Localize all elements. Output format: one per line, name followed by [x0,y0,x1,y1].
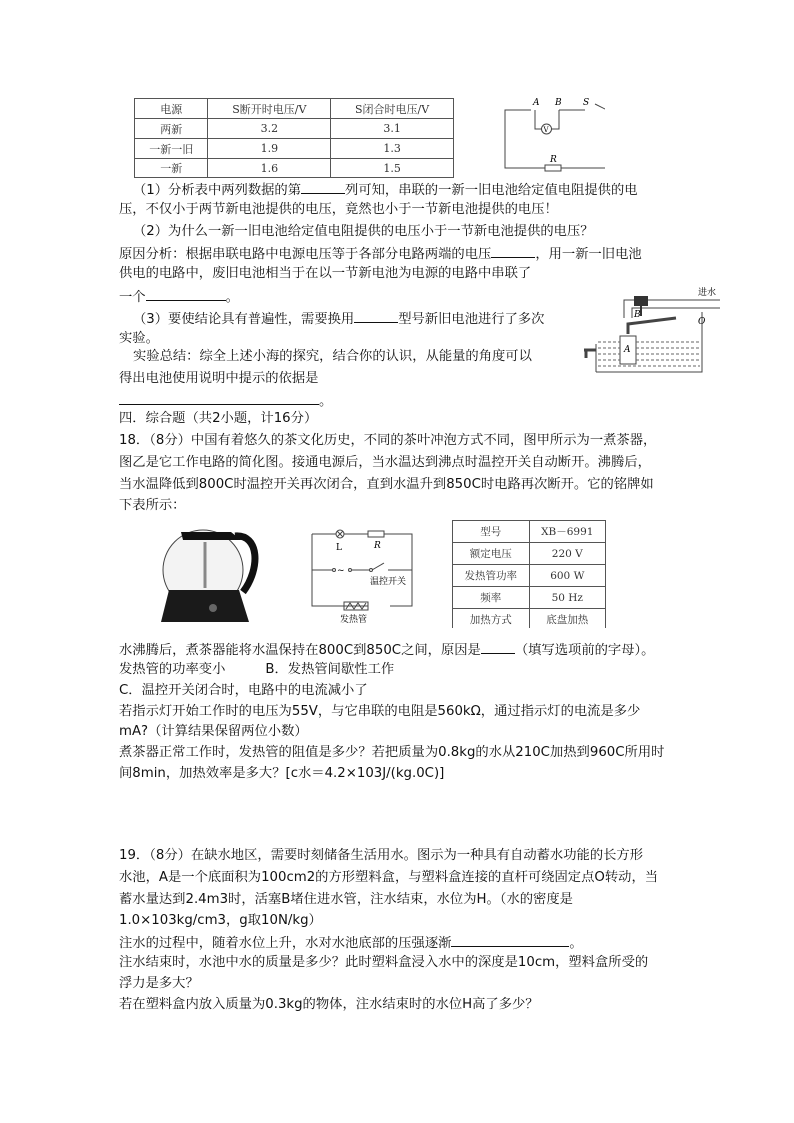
svg-text:R: R [550,155,557,165]
th: S闭合时电压/V [331,99,454,119]
q18-line: 当水温降低到800C时温控开关再次闭合，直到水温升到850C时电路再次断开。它的铭牌如 [119,477,654,492]
table-row: 加热方式 底盘加热 [453,609,606,629]
q18-part3: 煮茶器正常工作时，发热管的阻值是多少？若把质量为0.8kg的水从210C加热到960C所用时 [119,745,665,760]
tea-kettle-image [155,518,265,626]
water-tank-figure [576,284,722,386]
circuit-diagram-1 [495,96,605,181]
q18-line: 18．（8分）中国有着悠久的茶文化历史，不同的茶叶冲泡方式不同，图甲所示为一煮茶器， [119,433,657,448]
th: S断开时电压/V [208,99,331,119]
q19-line: 水池，A是一个底面积为100cm2的方形塑料盒，与塑料盒连接的直杆可绕固定点O转动，当 [119,870,659,885]
q17-line: 原因分析：根据串联电路中电源电压等于各部分电路两端的电压 ，用一新一旧电池 [119,244,642,264]
table-row: 额定电压 220 V [453,543,606,565]
q17-line: （2）为什么一新一旧电池给定值电阻提供的电压小于一节新电池提供的电压？ [133,224,594,239]
table-row: 频率 50 Hz [453,587,606,609]
answer-blank[interactable] [481,640,515,654]
svg-text:S: S [583,98,590,108]
table-row: 型号 XB－6991 [453,521,606,543]
answer-blank[interactable] [119,391,319,405]
q17-line: 供电的电路中，废旧电池相当于在以一节新电池为电源的电路中串联了 [119,266,532,281]
q17-line: 。 [119,391,332,411]
battery-table-figure [134,96,456,180]
option-c: C．温控开关闭合时，电路中的电流减小了 [119,683,368,698]
q19-line: 1.0×103kg/cm3，g取10N/kg） [119,913,322,928]
q18-line: 下表所示： [119,498,186,513]
answer-blank[interactable] [146,287,226,301]
answer-blank[interactable] [451,933,569,947]
q17-line: （3）要使结论具有普遍性，需要换用 型号新旧电池进行了多次 [119,309,544,329]
svg-text:~: ~ [337,566,345,576]
battery-table [134,98,454,178]
svg-text:O: O [698,317,706,327]
q17-line: 实验总结：综全上述小海的探究，结合你的认识，从能量的角度可以 [133,349,532,364]
q19-line: 19．（8分）在缺水地区，需要时刻储备生活用水。图示为一种具有自动蓄水功能的长方形 [119,848,644,863]
q18-part3: 间8min，加热效率是多大？[c水＝4.2×103J/(kg.0C)] [119,766,445,781]
svg-text:B: B [555,98,562,108]
q17-line: 一个 。 [119,287,239,307]
option-b: B．发热管间歇性工作 [265,662,395,677]
svg-text:进水: 进水 [698,288,717,298]
q17-line: （1）分析表中两列数据的第 列可知，串联的一新一旧电池给定值电阻提供的电 [119,180,638,200]
q18-part2: 若指示灯开始工作时的电压为55V，与它串联的电阻是560kΩ，通过指示灯的电流是多少 [119,704,641,719]
q19-part2: 注水结束时，水池中水的质量是多少？此时塑料盒浸入水中的深度是10cm，塑料盒所受的 [119,955,649,970]
q18-part1: 水沸腾后，煮茶器能将水温保持在800C到850C之间，原因是 （填写选项前的字母）。 [119,640,654,660]
q19-line: 蓄水量达到2.4m3时，活塞B堵住进水管，注水结束，水位为H。（水的密度是 [119,892,573,907]
q18-options [119,661,394,679]
q17-line: 得出电池使用说明中提示的依据是 [119,371,319,386]
option-a: 发热管的功率变小 [119,662,226,677]
q17-line: 压，不仅小于两节新电池提供的电压，竟然也小于一节新电池提供的电压！ [119,202,558,217]
table-row: 发热管功率 600 W [453,565,606,587]
kettle-circuit-diagram [308,520,418,628]
section-heading: 四．综合题（共2小题，计16分） [119,411,318,426]
q17-line: 实验。 [119,331,159,346]
table-row: 两新 3.2 3.1 [135,119,454,139]
svg-text:V: V [543,126,549,134]
answer-blank[interactable] [354,309,398,323]
q19-part3: 若在塑料盒内放入质量为0.3kg的物体，注水结束时的水位H高了多少？ [119,997,539,1012]
svg-text:L: L [336,543,342,553]
svg-text:A: A [624,345,631,355]
nameplate-table [452,520,606,628]
q19-part1: 注水的过程中，随着水位上升，水对水池底部的压强逐渐 。 [119,933,583,953]
nameplate-figure [452,518,608,628]
answer-blank[interactable] [301,180,345,194]
table-row: 一新 1.6 1.5 [135,159,454,178]
svg-text:R: R [374,541,381,551]
q18-line: 图乙是它工作电路的简化图。接通电源后，当水温达到沸点时温控开关自动断开。沸腾后， [119,455,651,470]
th: 电源 [135,99,208,119]
answer-blank[interactable] [491,244,535,258]
q19-part2: 浮力是多大？ [119,976,199,991]
svg-text:发热管: 发热管 [340,615,368,625]
svg-text:温控开关: 温控开关 [370,577,407,587]
svg-text:A: A [533,98,540,108]
table-row: 一新一旧 1.9 1.3 [135,139,454,159]
q18-part2: mA?（计算结果保留两位小数） [119,724,308,739]
svg-text:B: B [634,310,641,320]
